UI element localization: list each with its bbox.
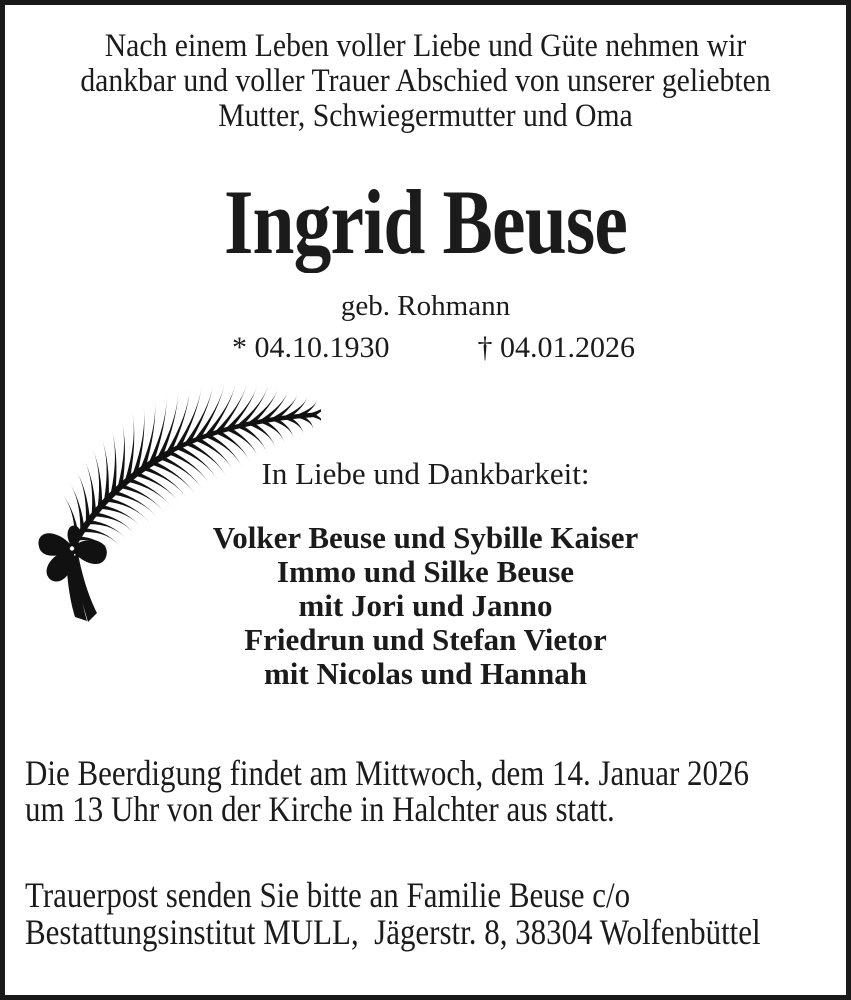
palm-leaflet xyxy=(112,491,157,518)
death-date: † 04.01.2026 xyxy=(477,331,635,364)
mourner-line: mit Jori und Janno xyxy=(298,588,553,623)
funeral-line: um 13 Uhr von der Kirche in Halchter aus statt. xyxy=(25,789,615,829)
condolence-line: Bestattungsinstitut MULL, Jägerstr. 8, 38304 Wolfenbüttel xyxy=(25,912,761,952)
intro-line: Mutter, Schwiegermutter und Oma xyxy=(218,98,633,134)
palm-leaflet xyxy=(227,427,259,458)
intro-line: dankbar und voller Trauer Abschied von unserer geliebten xyxy=(80,63,771,99)
mourner-line: mit Nicolas und Hannah xyxy=(263,656,587,691)
closing-line: In Liebe und Dankbarkeit: xyxy=(261,456,590,491)
mourner-line: Friedrun und Stefan Vietor xyxy=(244,622,607,657)
condolence-line: Trauerpost senden Sie bitte an Familie Beuse c/o xyxy=(25,875,631,915)
deceased-name: Ingrid Beuse xyxy=(223,171,628,273)
palm-leaflet xyxy=(238,424,267,453)
mourners-list xyxy=(5,521,846,691)
intro-line: Nach einem Leben voller Liebe und Güte nehmen wir xyxy=(104,28,747,64)
condolence-info xyxy=(25,877,761,951)
intro-text xyxy=(47,29,804,134)
mourner-line: Immo und Silke Beuse xyxy=(276,554,575,589)
mourner-line: Volker Beuse und Sybille Kaiser xyxy=(212,520,639,555)
life-dates xyxy=(13,331,851,365)
funeral-info xyxy=(25,755,749,827)
birth-date: * 04.10.1930 xyxy=(232,331,390,364)
funeral-line: Die Beerdigung findet am Mittwoch, dem 14. Januar 2026 xyxy=(25,753,749,793)
maiden-name: geb. Rohmann xyxy=(340,290,511,322)
